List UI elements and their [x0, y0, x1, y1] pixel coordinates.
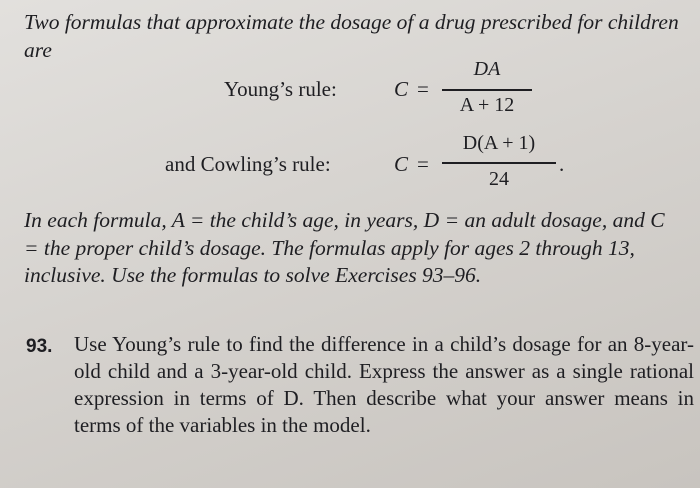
- youngs-rule-fraction-bar: [442, 89, 532, 91]
- youngs-rule-variable: C: [394, 77, 409, 101]
- intro-text: Two formulas that approximate the dosage of a drug prescribed for children are: [24, 10, 679, 62]
- cowlings-rule-numerator: D(A + 1): [462, 132, 536, 154]
- youngs-rule-denominator: A + 12: [459, 94, 515, 116]
- cowlings-rule-period: .: [559, 152, 565, 176]
- cowlings-rule-fraction-bar: [442, 162, 556, 164]
- cowlings-rule-variable: C: [394, 152, 409, 176]
- cowlings-rule-denominator: 24: [489, 168, 509, 190]
- exercise-number: 93.: [26, 336, 53, 357]
- variable-definitions: In each formula, A = the child’s age, in years, D = an adult dosage, and C = the proper child’s dosage. The formulas apply for ages 2 through 13, inclusive. Use the formulas to solve Exercises 93–96.: [24, 208, 665, 287]
- cowlings-rule-label: and Cowling’s rule:: [165, 152, 331, 176]
- exercise-text: Use Young’s rule to find the difference in a child’s dosage for an 8-year-old child and a 3-year-old child. Express the answer as a single rational expression in terms of D. Then describe what your answer means in terms of the variables in the model.: [74, 332, 694, 437]
- youngs-rule-numerator: DA: [473, 58, 501, 80]
- youngs-rule-label: Young’s rule:: [224, 77, 337, 101]
- youngs-rule-equals: =: [417, 77, 429, 101]
- cowlings-rule-equals: =: [417, 152, 429, 176]
